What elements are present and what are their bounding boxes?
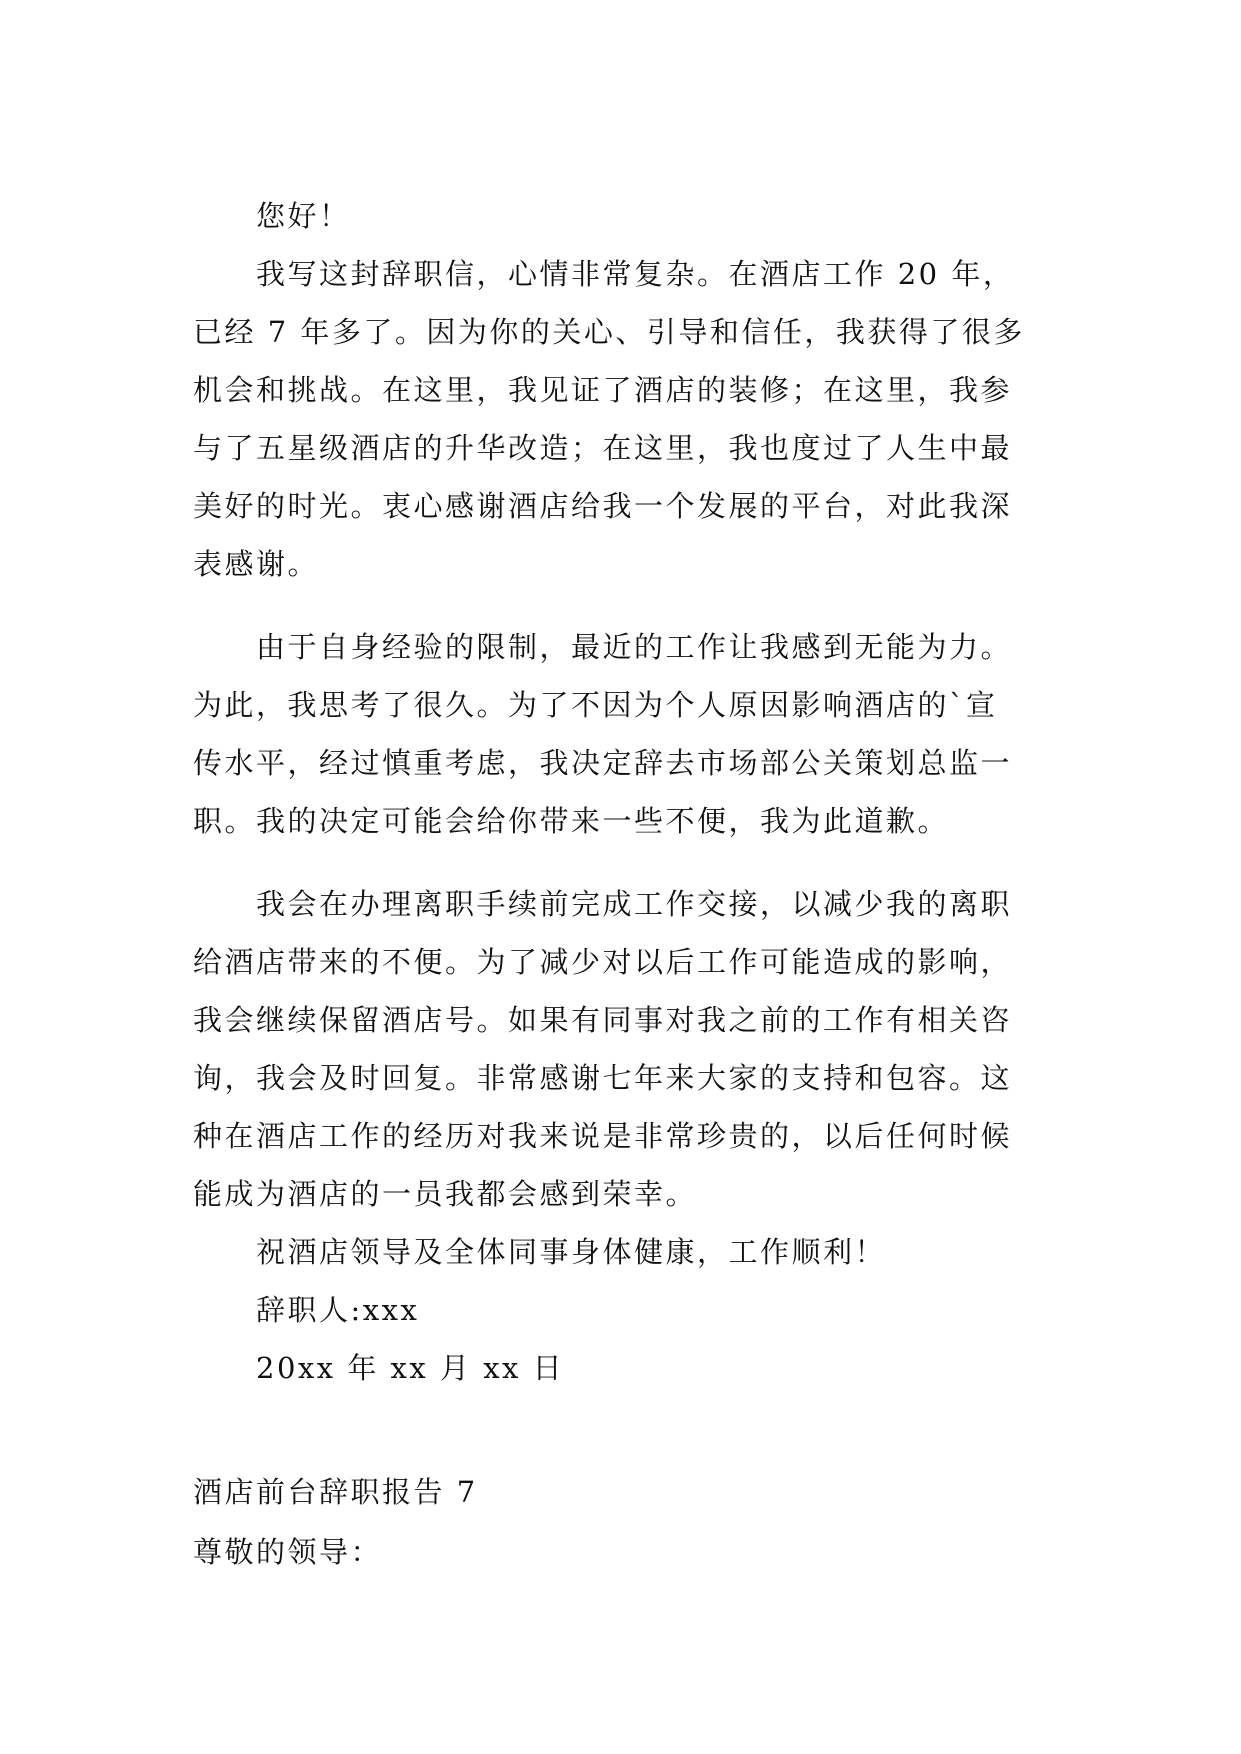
paragraph-3-line-2: 给酒店带来的不便。为了减少对以后工作可能造成的影响，: [193, 945, 1013, 979]
paragraph-1-line-5: 美好的时光。衷心感谢酒店给我一个发展的平台，对此我深: [193, 489, 1013, 523]
paragraph-2-line-1: 由于自身经验的限制，最近的工作让我感到无能为力。: [256, 630, 1013, 664]
paragraph-1-line-3: 机会和挑战。在这里，我见证了酒店的装修；在这里，我参: [193, 373, 1013, 407]
next-section-salutation: 尊敬的领导：: [193, 1535, 383, 1569]
closing-wish: 祝酒店领导及全体同事身体健康，工作顺利！: [256, 1235, 887, 1269]
paragraph-3-line-3: 我会继续保留酒店号。如果有同事对我之前的工作有相关咨: [193, 1003, 1013, 1037]
paragraph-1-line-6: 表感谢。: [193, 547, 320, 581]
date: 20xx 年 xx 月 xx 日: [256, 1351, 565, 1385]
paragraph-3-line-1: 我会在办理离职手续前完成工作交接，以减少我的离职: [256, 887, 1013, 921]
next-section-title: 酒店前台辞职报告 7: [193, 1475, 478, 1509]
paragraph-1-line-4: 与了五星级酒店的升华改造；在这里，我也度过了人生中最: [193, 431, 1013, 465]
paragraph-2-line-4: 职。我的决定可能会给你带来一些不便，我为此道歉。: [193, 804, 950, 838]
signature: 辞职人:xxx: [256, 1293, 420, 1327]
paragraph-1-line-2: 已经 7 年多了。因为你的关心、引导和信任，我获得了很多: [193, 315, 1025, 349]
paragraph-2-line-2: 为此，我思考了很久。为了不因为个人原因影响酒店的`宣: [193, 688, 998, 722]
paragraph-3-line-5: 种在酒店工作的经历对我来说是非常珍贵的，以后任何时候: [193, 1119, 1013, 1153]
greeting: 您好！: [256, 199, 351, 233]
paragraph-3-line-6: 能成为酒店的一员我都会感到荣幸。: [193, 1177, 698, 1211]
paragraph-3-line-4: 询，我会及时回复。非常感谢七年来大家的支持和包容。这: [193, 1061, 1013, 1095]
paragraph-1-line-1: 我写这封辞职信，心情非常复杂。在酒店工作 20 年，: [256, 257, 1015, 291]
paragraph-2-line-3: 传水平，经过慎重考虑，我决定辞去市场部公关策划总监一: [193, 746, 1013, 780]
